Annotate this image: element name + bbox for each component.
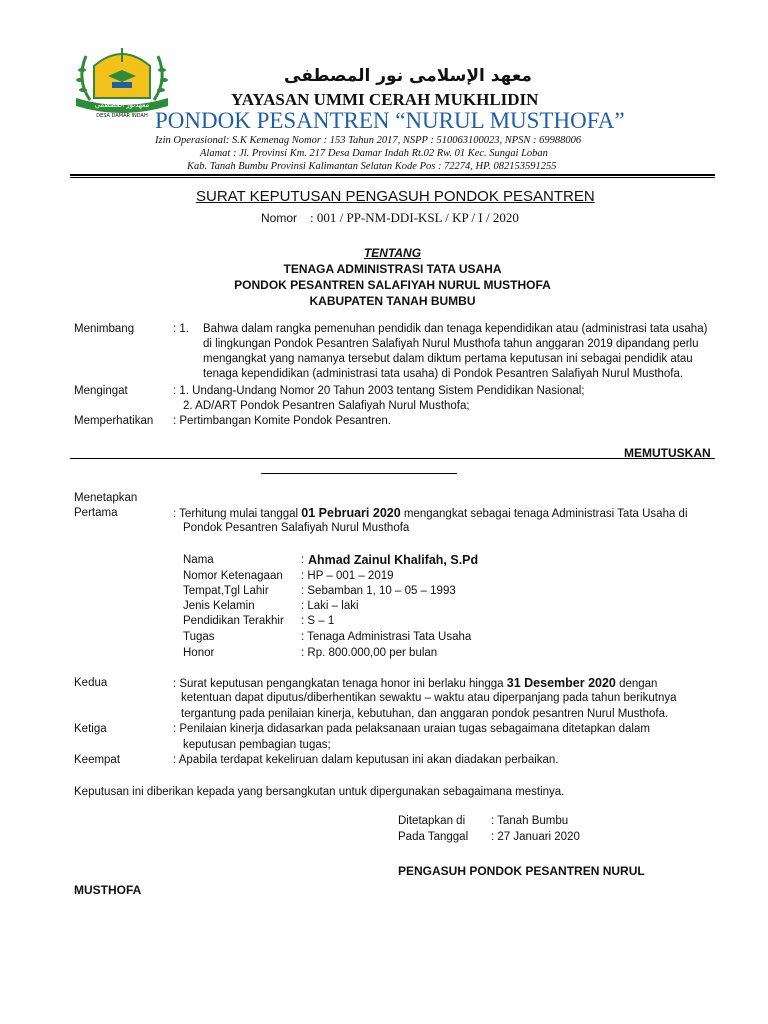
mengingat-label: Mengingat [74, 385, 128, 397]
closing-statement: Keputusan ini diberikan kepada yang bersangkutan untuk dipergunakan sebagaimana mestinya. [74, 786, 565, 798]
header-rule-thin [70, 177, 715, 178]
nomor-label: Nomor [261, 211, 298, 225]
tanggal-value: : 27 Januari 2020 [491, 831, 580, 843]
subject-line-2: PONDOK PESANTREN SALAFIYAH NURUL MUSTHOFA [234, 278, 551, 292]
signer-title: PENGASUH PONDOK PESANTREN NURUL [398, 864, 645, 878]
identity-label: Nama [183, 554, 214, 566]
nomor-value: : 001 / PP-NM-DDI-KSL / KP / I / 2020 [310, 210, 519, 225]
memutuskan-heading: MEMUTUSKAN [624, 446, 711, 460]
ketiga-label: Ketiga [74, 723, 107, 735]
school-name: PONDOK PESANTREN “NURUL MUSTHOFA” [155, 108, 625, 133]
tanggal-label: Pada Tanggal [398, 831, 469, 843]
foundation-name: YAYASAN UMMI CERAH MUKHLIDIN [231, 90, 539, 109]
pertama-line-2: Pondok Pesantren Salafiyah Nurul Musthofa [183, 522, 410, 534]
identity-value: : Tenaga Administrasi Tata Usaha [301, 631, 472, 643]
subject-line-3: KABUPATEN TANAH BUMBU [309, 294, 476, 308]
ditetapkan-value: : Tanah Bumbu [491, 815, 569, 827]
identity-label: Honor [183, 647, 215, 659]
pertama-pre: : Terhitung mulai tanggal [173, 508, 302, 520]
menimbang-line-2: di lingkungan Pondok Pesantren Salafiyah Nurul Musthofa tahun anggaran 2019 dipandang perlu [203, 338, 699, 350]
memperhatikan-label: Memperhatikan [74, 415, 154, 427]
menimbang-label: Menimbang [74, 323, 135, 335]
kedua-line-3: tergantung pada penilaian kinerja, kebutuhan, dan anggaran pondok pesantren Nurul Musthofa. [181, 708, 669, 720]
employee-name: Ahmad Zainul Khalifah, S.Pd [308, 553, 479, 567]
address-line: Alamat : Jl. Provinsi Km. 217 Desa Damar Indah Rt.02 Rw. 01 Kec. Sungai Loban [200, 148, 548, 159]
keempat-text: : Apabila terdapat kekeliruan dalam keputusan ini akan diadakan perbaikan. [173, 754, 559, 766]
menimbang-line-1: Bahwa dalam rangka pemenuhan pendidik dan tenaga kependidikan atau (administrasi tata usaha) [203, 323, 708, 335]
logo-caption: DESA DAMAR INDAH [96, 113, 148, 119]
mengingat-line-2: 2. AD/ART Pondok Pesantren Salafiyah Nurul Musthofa; [183, 400, 470, 412]
identity-label: Tugas [183, 631, 215, 643]
name-colon: : [301, 554, 305, 566]
pertama-line-1 [173, 506, 688, 520]
izin-line: Izin Operasional: S.K Kemenag Nomor : 153 Tahun 2017, NSPP : 510063100023, NPSN : 69988006 [155, 135, 582, 146]
subject-line-1: TENAGA ADMINISTRASI TATA USAHA [283, 262, 502, 276]
memutuskan-rule [70, 458, 715, 459]
identity-value: : Rp. 800.000,00 per bulan [301, 647, 438, 659]
ketiga-line-2: keputusan pembagian tugas; [183, 739, 331, 751]
signer-title-cont: MUSTHOFA [74, 883, 142, 897]
kedua-label: Kedua [74, 677, 108, 689]
menimbang-prefix: : 1. [173, 323, 189, 335]
menimbang-line-3: mengangkat yang namanya tersebut dalam diktum pertama keputusan ini sebagai pendidik atau [203, 353, 693, 365]
kedua-line-1 [173, 676, 657, 690]
kedua-line-2: ketentuan dapat diputus/diberhentikan sewaktu – waktu atau diperpanjang pada tahun berikutnya [181, 692, 677, 704]
header-rule [70, 174, 715, 176]
identity-label: Jenis Kelamin [183, 600, 255, 612]
kedua-pre: : Surat keputusan pengangkatan tenaga honor ini berlaku hingga [173, 678, 507, 690]
arabic-school-name: معهد الإسلامى نور المصطفى [284, 66, 532, 86]
identity-label: Pendidikan Terakhir [183, 615, 284, 627]
identity-value: : HP – 001 – 2019 [301, 570, 394, 582]
pertama-date: 01 Pebruari 2020 [301, 506, 401, 520]
menetapkan-label: Menetapkan [74, 492, 138, 504]
keempat-label: Keempat [74, 754, 121, 766]
identity-value: : Sebamban 1, 10 – 05 – 1993 [301, 585, 456, 597]
logo-banner-text: معهدنور المصطفى [94, 101, 150, 109]
memutuskan-underline [261, 473, 457, 474]
tentang-heading: TENTANG [363, 246, 422, 260]
identity-label: Nomor Ketenagaan [183, 570, 283, 582]
kedua-date: 31 Desember 2020 [506, 676, 616, 690]
identity-label: Tempat,Tgl Lahir [183, 585, 269, 597]
kedua-post: dengan [615, 678, 658, 690]
identity-value: : Laki – laki [301, 600, 359, 612]
pertama-label: Pertama [74, 507, 118, 519]
document-title: SURAT KEPUTUSAN PENGASUH PONDOK PESANTREN [196, 188, 595, 205]
menimbang-line-4: tenaga kependidikan (administrasi tata usaha) di Pondok Pesantren Salafiyah Nurul Musthofa. [203, 368, 684, 380]
mengingat-line-1: : 1. Undang-Undang Nomor 20 Tahun 2003 tentang Sistem Pendidikan Nasional; [173, 385, 585, 397]
regency-line: Kab. Tanah Bumbu Provinsi Kalimantan Selatan Kode Pos : 72274, HP. 082153591255 [187, 161, 557, 172]
identity-value: : S – 1 [301, 615, 335, 627]
ketiga-line-1: : Penilaian kinerja didasarkan pada pelaksanaan uraian tugas sebagaimana ditetapkan dalam [173, 723, 650, 735]
ditetapkan-label: Ditetapkan di [398, 815, 466, 827]
memperhatikan-text: : Pertimbangan Komite Pondok Pesantren. [173, 415, 391, 427]
pertama-post: mengangkat sebagai tenaga Administrasi Tata Usaha di [400, 508, 688, 520]
